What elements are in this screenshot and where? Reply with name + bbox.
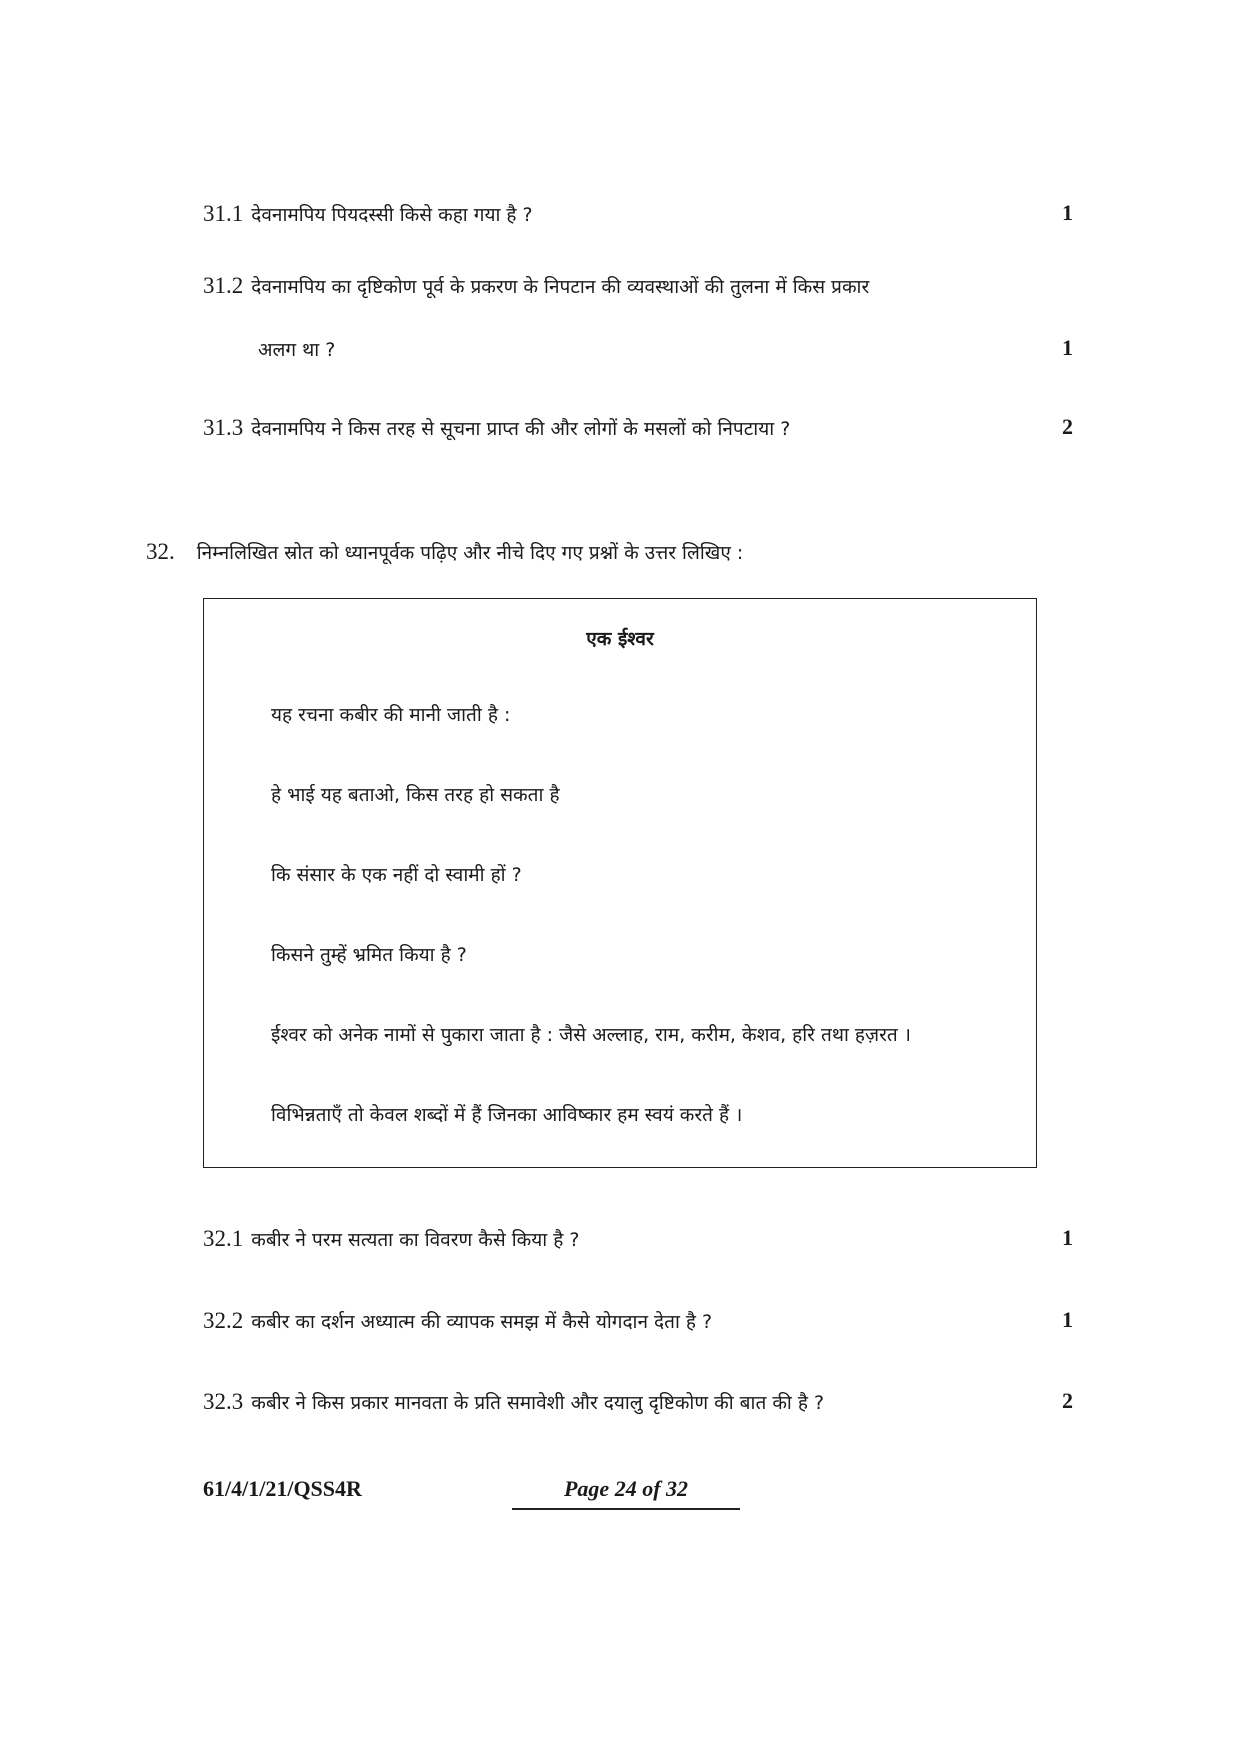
instruction-text: निम्नलिखित स्रोत को ध्यानपूर्वक पढ़िए और नीचे दिए गए प्रश्नों के उत्तर लिखिए : <box>196 542 744 564</box>
source-line: ईश्वर को अनेक नामों से पुकारा जाता है : जैसे अल्लाह, राम, करीम, केशव, हरि तथा हज़रत । <box>271 1024 911 1046</box>
marks-32-3: 2 <box>1062 1388 1073 1413</box>
question-31-2-continued <box>258 335 335 364</box>
page-number: Page 24 of 32 <box>512 1476 740 1510</box>
question-31-2 <box>203 272 869 301</box>
source-title: एक ईश्वर <box>586 628 654 650</box>
source-line: यह रचना कबीर की मानी जाती है : <box>271 704 511 726</box>
question-number: 31.1 <box>203 201 244 226</box>
question-number: 32.2 <box>203 1308 244 1333</box>
question-text: कबीर ने किस प्रकार मानवता के प्रति समावेशी और दयालु दृष्टिकोण की बात की है ? <box>251 1392 825 1414</box>
marks-31-1: 1 <box>1062 200 1073 225</box>
marks-31-2: 1 <box>1062 335 1073 360</box>
question-number: 31.3 <box>203 415 244 440</box>
question-32-2 <box>203 1307 712 1336</box>
question-text: अलग था ? <box>258 339 336 361</box>
marks-31-3: 2 <box>1062 414 1073 439</box>
question-number: 32.3 <box>203 1389 244 1414</box>
source-line: किसने तुम्हें भ्रमित किया है ? <box>271 944 467 966</box>
question-text: देवनामपिय का दृष्टिकोण पूर्व के प्रकरण के निपटान की व्यवस्थाओं की तुलना में किस प्रकार <box>251 276 870 298</box>
question-32-1 <box>203 1225 579 1254</box>
question-32-instruction <box>146 538 743 567</box>
marks-32-1: 1 <box>1062 1225 1073 1250</box>
question-text: देवनामपिय पियदस्सी किसे कहा गया है ? <box>251 204 533 226</box>
source-box <box>203 598 1037 1168</box>
question-number: 32. <box>146 539 175 564</box>
question-text: कबीर का दर्शन अध्यात्म की व्यापक समझ में कैसे योगदान देता है ? <box>251 1311 713 1333</box>
source-line: विभिन्नताएँ तो केवल शब्दों में हैं जिनका आविष्कार हम स्वयं करते हैं । <box>271 1104 743 1126</box>
source-line: हे भाई यह बताओ, किस तरह हो सकता है <box>271 784 560 806</box>
question-number: 32.1 <box>203 1226 244 1251</box>
question-number: 31.2 <box>203 273 244 298</box>
question-text: कबीर ने परम सत्यता का विवरण कैसे किया है ? <box>251 1229 580 1251</box>
marks-32-2: 1 <box>1062 1307 1073 1332</box>
question-31-3 <box>203 414 790 443</box>
paper-code: 61/4/1/21/QSS4R <box>203 1476 362 1501</box>
question-32-3 <box>203 1388 824 1417</box>
question-text: देवनामपिय ने किस तरह से सूचना प्राप्त की और लोगों के मसलों को निपटाया ? <box>251 418 791 440</box>
question-31-1 <box>203 200 533 229</box>
source-line: कि संसार के एक नहीं दो स्वामी हों ? <box>271 864 522 886</box>
